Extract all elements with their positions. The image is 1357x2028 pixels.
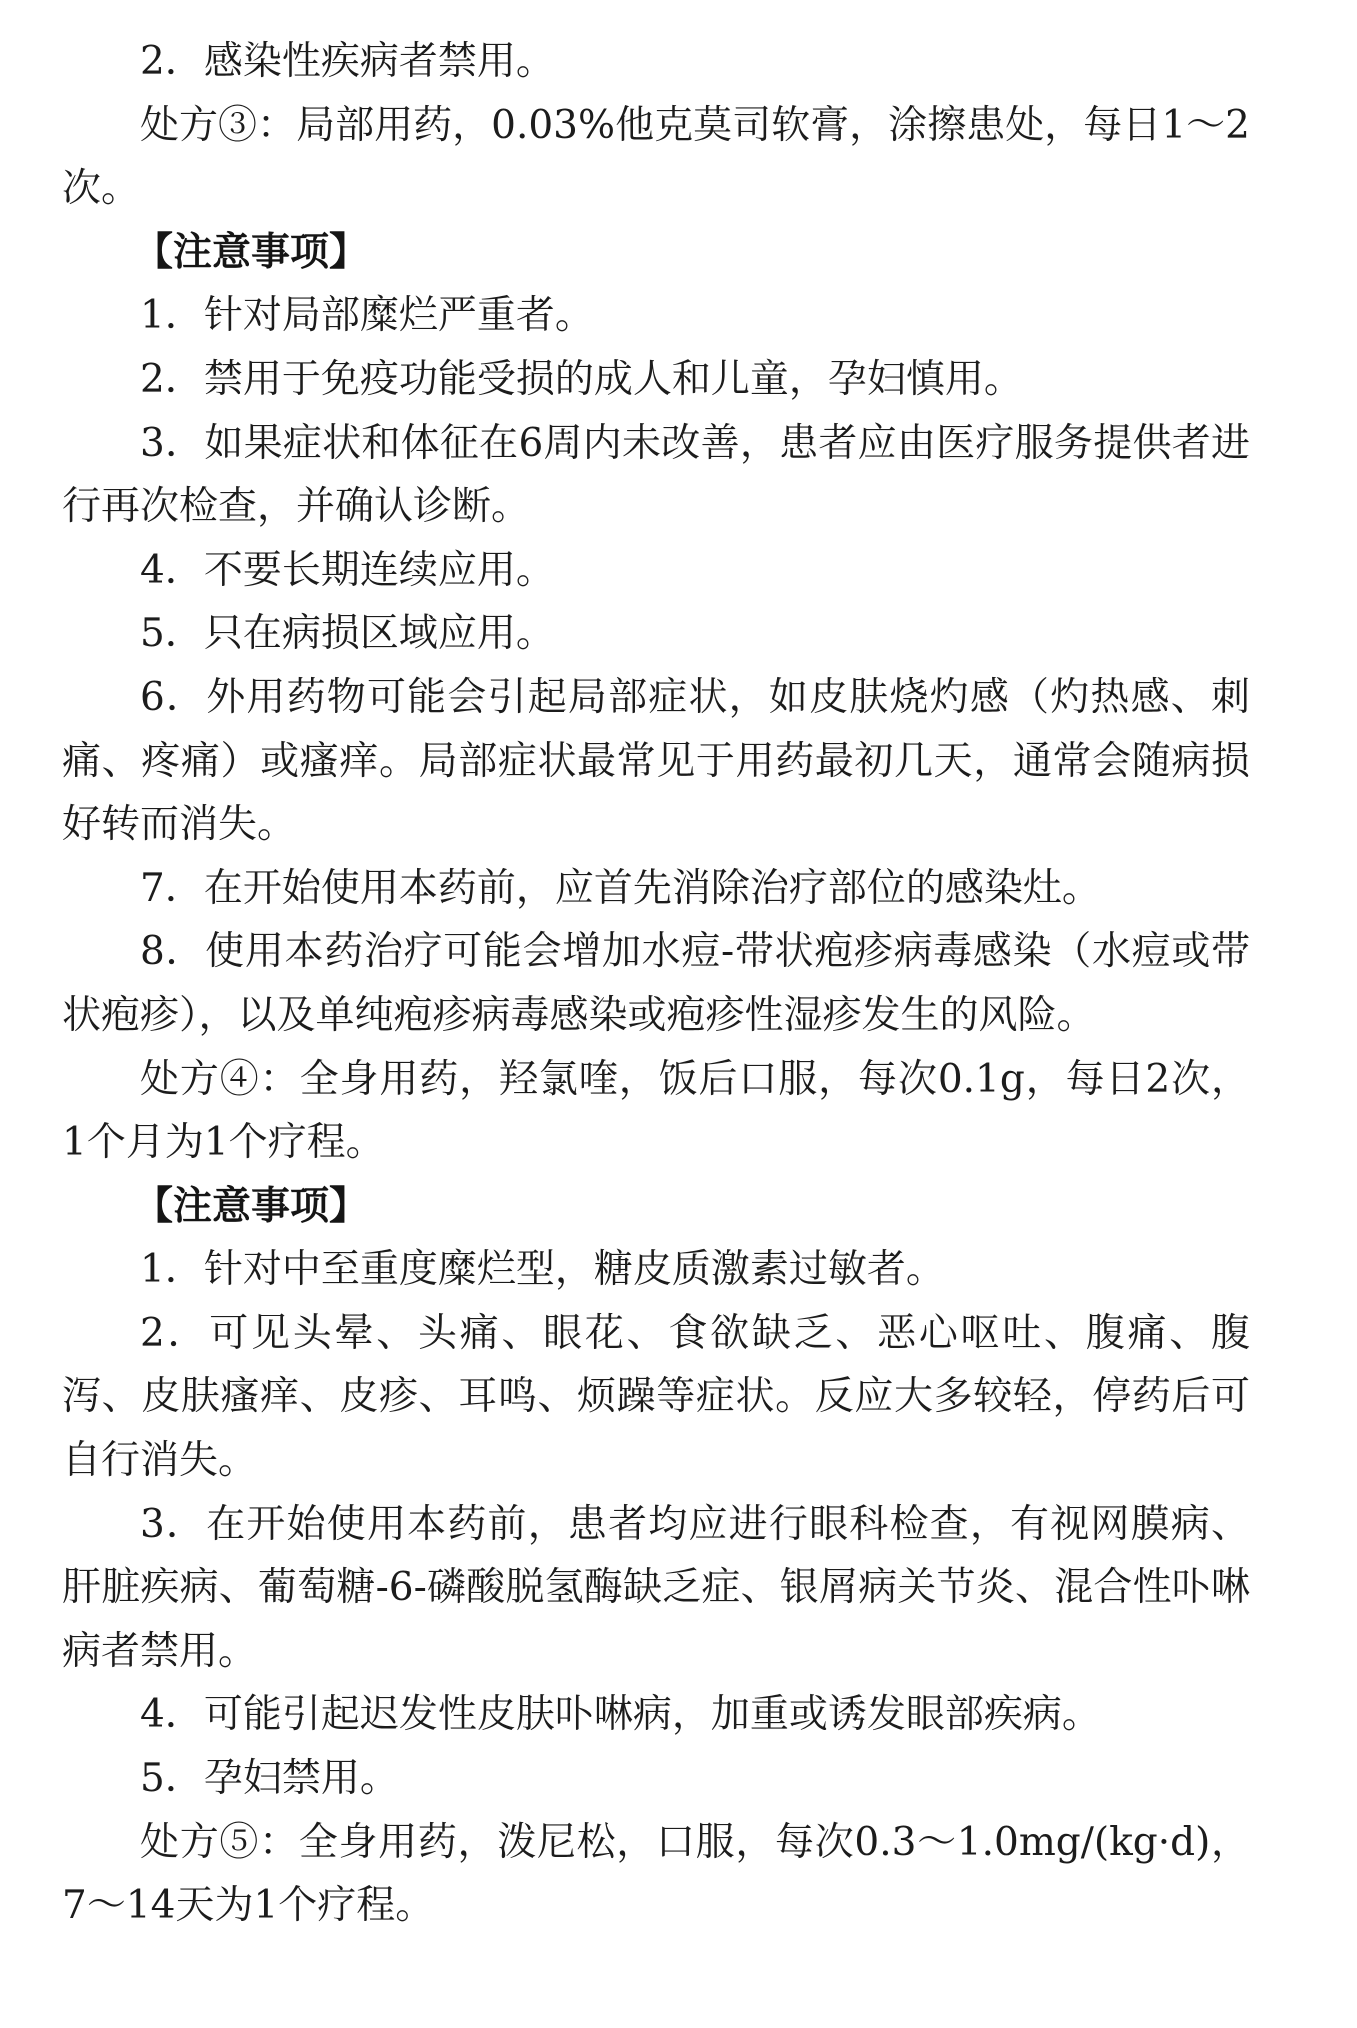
list-item-text: 1．针对中至重度糜烂型，糖皮质激素过敏者。 xyxy=(140,1247,945,1293)
list-item-text: 1．针对局部糜烂严重者。 xyxy=(140,293,594,339)
prescription-3-text: 处方③：局部用药，0.03%他克莫司软膏，涂擦患处，每日1～2次。 xyxy=(62,102,1250,212)
list-item-text: 8．使用本药治疗可能会增加水痘-带状疱疹病毒感染（水痘或带状疱疹），以及单纯疱疹病毒感染或疱疹性湿疹发生的风险。 xyxy=(62,929,1250,1038)
prescription-4-text: 处方④：全身用药，羟氯喹，饭后口服，每次0.1g，每日2次，1个月为1个疗程。 xyxy=(62,1056,1250,1166)
list-item-text: 5．孕妇禁用。 xyxy=(140,1756,399,1802)
document-page xyxy=(62,30,1250,1938)
list-item-text: 7．在开始使用本药前，应首先消除治疗部位的感染灶。 xyxy=(140,865,1101,911)
list-item-text: 3．在开始使用本药前，患者均应进行眼科检查，有视网膜病、肝脏疾病、葡萄糖-6-磷酸脱氢酶缺乏症、银屑病关节炎、混合性卟啉病者禁用。 xyxy=(62,1501,1250,1674)
list-item-text: 4．可能引起迟发性皮肤卟啉病，加重或诱发眼部疾病。 xyxy=(140,1692,1101,1738)
list-item-text: 2．感染性疾病者禁用。 xyxy=(140,39,555,84)
list-item-text: 5．只在病损区域应用。 xyxy=(140,611,555,657)
list-item-text: 4．不要长期连续应用。 xyxy=(140,547,555,593)
prescription-5-text: 处方⑤：全身用药，泼尼松，口服，每次0.3～1.0mg/(kg·d)，7～14天为1个疗程。 xyxy=(62,1819,1250,1929)
section-heading-precautions: 【注意事项】 xyxy=(134,1183,369,1229)
list-item-text: 3．如果症状和体征在6周内未改善，患者应由医疗服务提供者进行再次检查，并确认诊断。 xyxy=(62,420,1250,530)
section-heading-precautions: 【注意事项】 xyxy=(134,229,369,275)
list-item-text: 2．可见头晕、头痛、眼花、食欲缺乏、恶心呕吐、腹痛、腹泻、皮肤瘙痒、皮疹、耳鸣、烦躁等症状。反应大多较轻，停药后可自行消失。 xyxy=(62,1310,1250,1484)
list-item-text: 6．外用药物可能会引起局部症状，如皮肤烧灼感（灼热感、刺痛、疼痛）或瘙痒。局部症状最常见于用药最初几天，通常会随病损好转而消失。 xyxy=(62,674,1250,848)
list-item-text: 2．禁用于免疫功能受损的成人和儿童，孕妇慎用。 xyxy=(140,356,1023,402)
